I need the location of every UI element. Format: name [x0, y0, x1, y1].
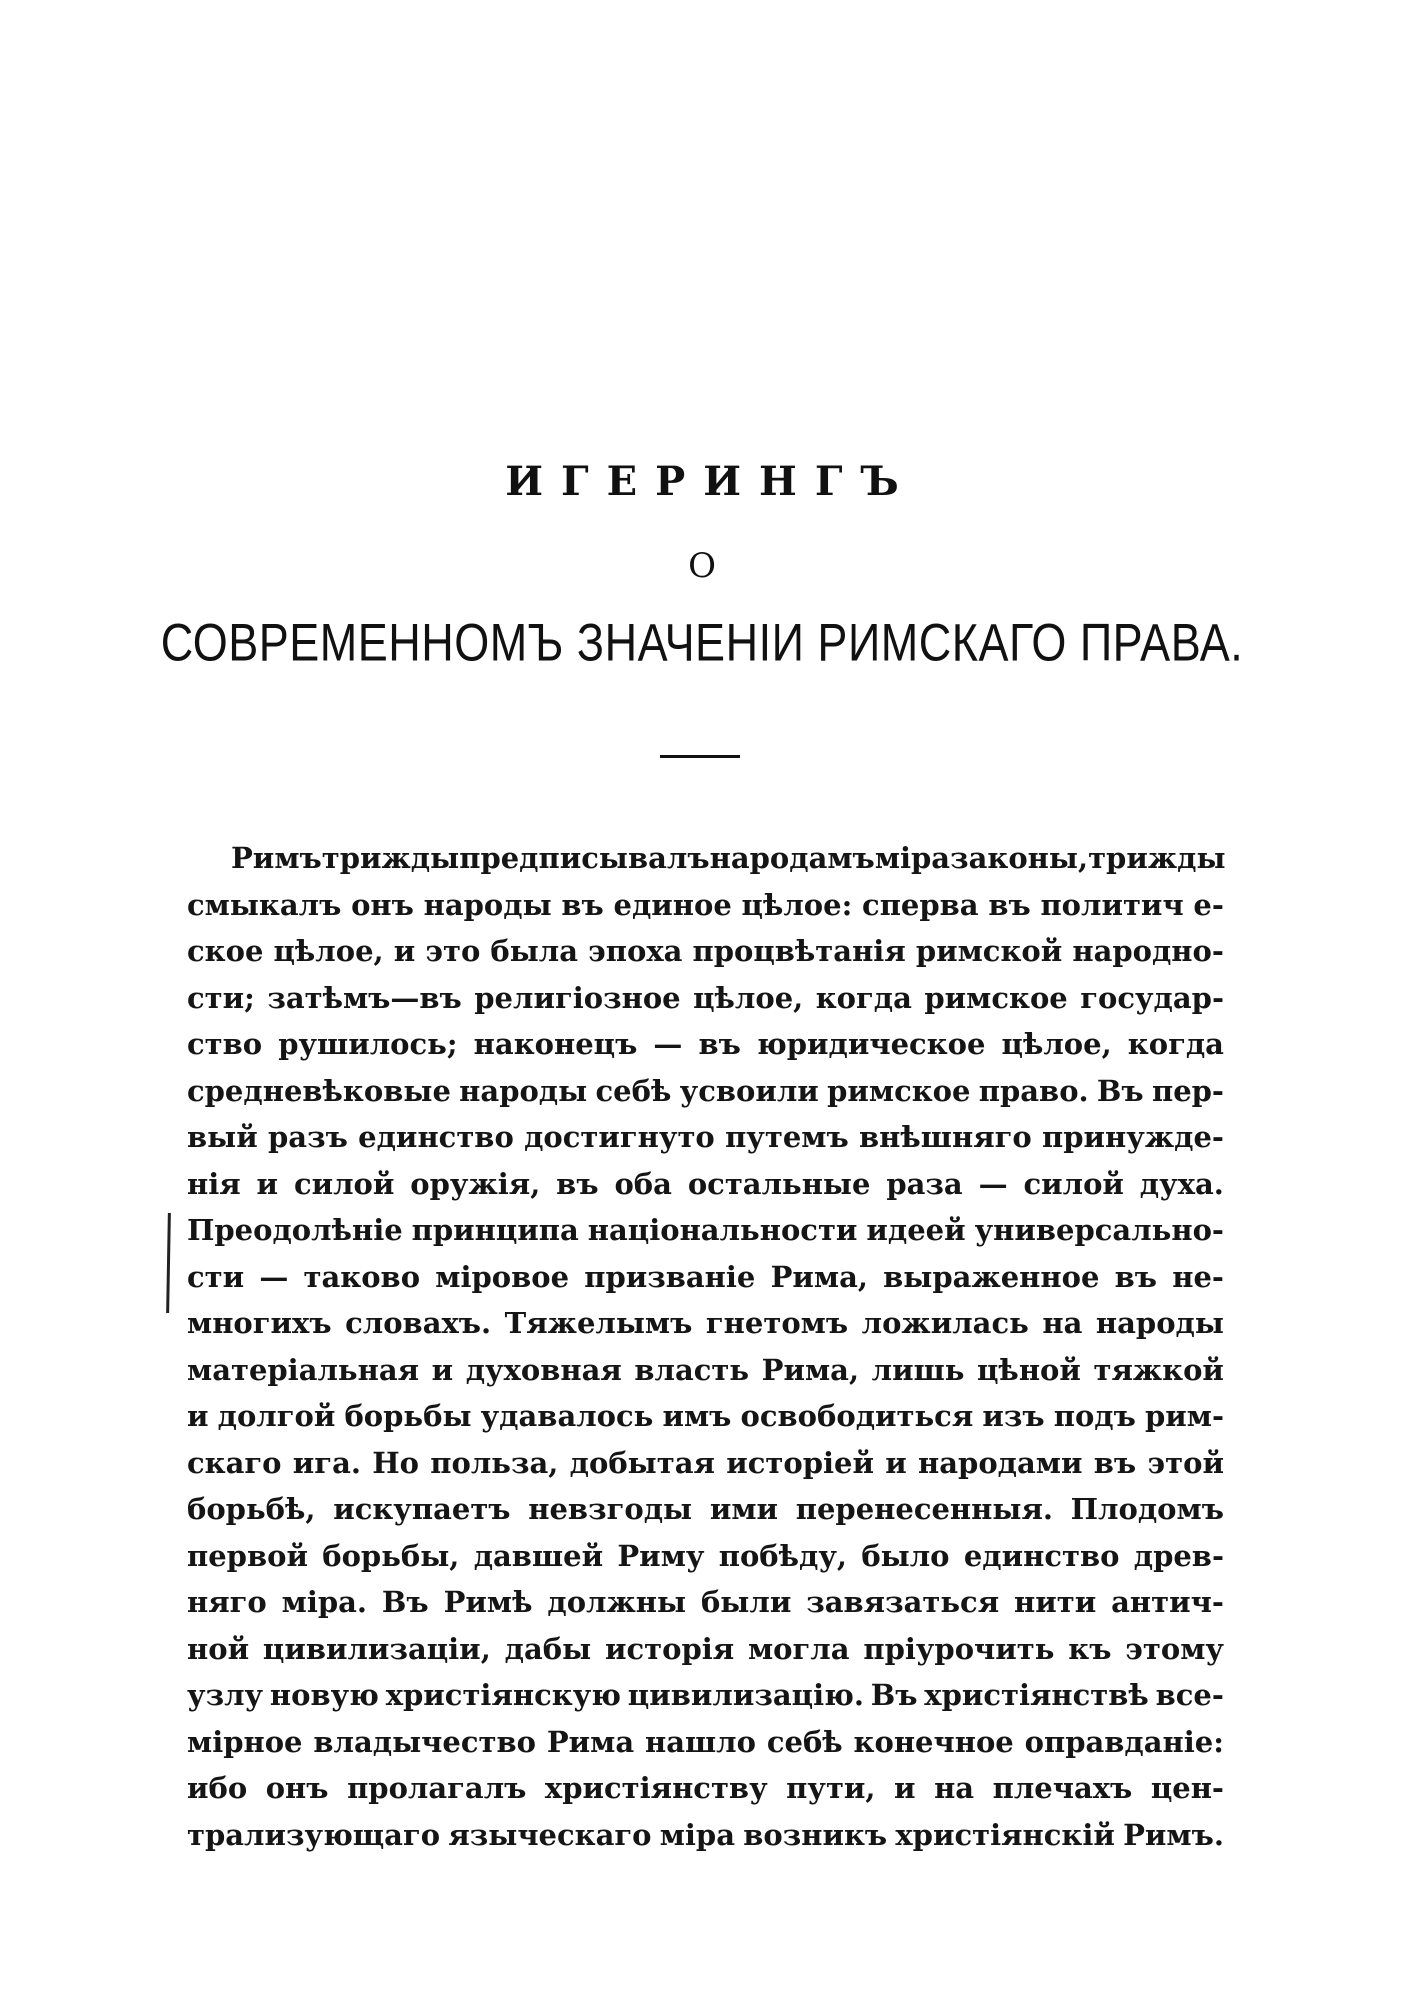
- word: Преодолѣніе: [187, 1213, 403, 1247]
- word: въ: [561, 887, 604, 922]
- word: рушилось;: [278, 1027, 458, 1061]
- text-line: [187, 835, 1224, 882]
- word: Въ: [381, 1585, 429, 1619]
- word: римское: [827, 1073, 971, 1108]
- word: польза,: [430, 1445, 559, 1480]
- word: мірное: [187, 1724, 303, 1759]
- word: имъ: [662, 1399, 732, 1433]
- word: въ: [698, 1027, 741, 1061]
- word: наконецъ: [473, 1027, 638, 1061]
- word: антич-: [1111, 1585, 1224, 1619]
- word: —: [259, 1259, 289, 1294]
- author-heading: ИГЕРИНГЪ: [505, 458, 917, 505]
- word: и: [187, 1399, 209, 1433]
- text-line: [187, 1533, 1224, 1580]
- word: оружія,: [410, 1166, 541, 1201]
- text-line: [187, 1579, 1224, 1626]
- word: этой: [1147, 1445, 1224, 1480]
- word: принципа: [411, 1213, 579, 1247]
- word: Въ: [1096, 1073, 1144, 1108]
- word: предписывалъ: [459, 841, 710, 875]
- text-line: [187, 1765, 1224, 1812]
- word: народамъ: [709, 841, 875, 875]
- word: принужде-: [1042, 1120, 1224, 1154]
- word: эпоха: [588, 934, 683, 968]
- word: пріурочить: [863, 1631, 1055, 1666]
- word: матеріальная: [187, 1352, 420, 1387]
- word: духа.: [1139, 1166, 1224, 1201]
- word: Римъ.: [1123, 1817, 1224, 1852]
- word: цивилизаціи,: [262, 1631, 491, 1666]
- text-line: [187, 1347, 1224, 1394]
- word: рим-: [1144, 1399, 1224, 1433]
- word: къ: [1068, 1631, 1112, 1666]
- word: путемъ: [725, 1120, 849, 1154]
- word: удавалось: [480, 1399, 654, 1433]
- word: невзгоды: [528, 1492, 693, 1526]
- word: и: [431, 1352, 454, 1387]
- word: ибо: [187, 1771, 248, 1805]
- word: пер-: [1151, 1073, 1224, 1108]
- word: исторія: [604, 1631, 735, 1666]
- word: политич: [1040, 887, 1184, 922]
- word: е-: [1193, 887, 1224, 922]
- word: міра: [874, 841, 951, 875]
- text-line: [187, 1626, 1224, 1673]
- word: завязаться: [806, 1585, 1000, 1619]
- word: была: [490, 934, 579, 968]
- word: таково: [303, 1259, 421, 1294]
- word: ига.: [292, 1445, 361, 1480]
- word: духовная: [465, 1352, 622, 1387]
- word: раза: [886, 1166, 963, 1201]
- word: все-: [1155, 1678, 1224, 1712]
- word: міра.: [281, 1585, 368, 1619]
- word: цѣлое,: [1001, 1027, 1112, 1061]
- word: ство: [187, 1027, 263, 1061]
- word: ими: [709, 1492, 779, 1526]
- word: затѣмъ—въ: [267, 980, 462, 1015]
- word: —: [978, 1166, 1008, 1201]
- word: народами: [918, 1445, 1083, 1480]
- word: народы: [459, 1073, 588, 1108]
- word: Риму: [617, 1538, 705, 1573]
- text-line: [187, 1207, 1224, 1254]
- word: единое: [613, 887, 732, 922]
- text-line: [187, 1161, 1224, 1208]
- word: себѣ: [595, 1073, 672, 1108]
- text-line: [187, 1254, 1224, 1301]
- word: христіянскій: [895, 1817, 1115, 1852]
- word: трализующаго: [187, 1817, 441, 1852]
- word: на: [1042, 1306, 1083, 1340]
- word: няго: [187, 1585, 267, 1619]
- margin-pencil-mark: [166, 1213, 171, 1313]
- text-line: [187, 1486, 1224, 1533]
- word: сти;: [187, 980, 255, 1015]
- word: подъ: [1053, 1399, 1136, 1433]
- word: освободиться: [740, 1399, 974, 1433]
- word: были: [700, 1585, 792, 1619]
- word: на: [934, 1771, 975, 1805]
- word: Римѣ: [443, 1585, 533, 1619]
- word: ной: [187, 1631, 250, 1666]
- text-line: [187, 928, 1224, 975]
- word: борьбы: [344, 1399, 472, 1433]
- word: внѣшняго: [859, 1120, 1032, 1154]
- word: силой: [293, 1166, 395, 1201]
- word: выраженное: [883, 1259, 1100, 1294]
- word: ское: [187, 934, 264, 968]
- word: первой: [187, 1538, 308, 1573]
- word: Но: [372, 1445, 419, 1480]
- word: пути,: [786, 1771, 876, 1805]
- word: гнетомъ: [705, 1306, 849, 1340]
- word: міра: [659, 1817, 735, 1852]
- word: дабы: [504, 1631, 592, 1666]
- word: нія: [187, 1166, 241, 1201]
- word: Тяжелымъ: [504, 1306, 693, 1340]
- word: средневѣковые: [187, 1073, 451, 1108]
- word: процвѣтанія: [692, 934, 906, 968]
- title-divider-rule: [660, 755, 740, 758]
- word: когда: [1127, 1027, 1224, 1061]
- word: этому: [1125, 1631, 1224, 1666]
- word: народы: [1095, 1306, 1224, 1340]
- word: цѣлое,: [693, 980, 804, 1015]
- word: языческаго: [448, 1817, 652, 1852]
- chapter-title: СОВРЕМЕННОМЪ ЗНАЧЕНІИ РИМСКАГО ПРАВА.: [160, 612, 1244, 673]
- word: лишь: [871, 1352, 965, 1387]
- word: государ-: [1080, 980, 1224, 1015]
- word: Римъ: [231, 841, 322, 875]
- word: остальные: [687, 1166, 871, 1201]
- word: цивилизацію.: [627, 1678, 864, 1712]
- text-line: [187, 882, 1224, 929]
- body-paragraph: [187, 835, 1224, 1858]
- word: плечахъ: [992, 1771, 1133, 1805]
- word: изъ: [982, 1399, 1045, 1433]
- word: новую: [269, 1678, 379, 1712]
- word: Рима,: [770, 1259, 868, 1294]
- word: религіозное: [474, 980, 681, 1015]
- word: нити: [1014, 1585, 1097, 1619]
- word: себѣ: [766, 1724, 843, 1759]
- word: законы,: [950, 841, 1089, 875]
- word: это: [425, 934, 481, 968]
- word: универсально-: [974, 1213, 1224, 1247]
- word: въ: [1093, 1445, 1137, 1480]
- text-line: [187, 1672, 1224, 1719]
- word: было: [861, 1538, 950, 1573]
- text-line: [187, 1114, 1224, 1161]
- word: словахъ.: [345, 1306, 492, 1340]
- word: народно-: [1072, 934, 1224, 968]
- word: національности: [587, 1213, 858, 1247]
- word: онъ: [351, 887, 414, 922]
- word: тяжкой: [1093, 1352, 1224, 1387]
- word: перенесенныя.: [795, 1492, 1053, 1526]
- word: конечное: [853, 1724, 1014, 1759]
- word: единство: [358, 1120, 514, 1154]
- word: юридическое: [757, 1027, 986, 1061]
- text-line: [187, 1068, 1224, 1115]
- word: возникъ: [743, 1817, 888, 1852]
- word: могла: [747, 1631, 850, 1666]
- word: римской: [915, 934, 1063, 968]
- word: Въ: [870, 1678, 918, 1712]
- text-line: [187, 1393, 1224, 1440]
- word: призваніе: [584, 1259, 756, 1294]
- text-line: [187, 1440, 1224, 1487]
- text-line: [187, 975, 1224, 1022]
- word: въ: [988, 887, 1031, 922]
- word: силой: [1023, 1166, 1124, 1201]
- word: и: [885, 1445, 907, 1480]
- word: усвоили: [679, 1073, 819, 1108]
- word: узлу: [187, 1678, 264, 1712]
- word: и: [256, 1166, 279, 1201]
- word: цѣлое,: [273, 934, 384, 968]
- word: онъ: [265, 1771, 329, 1805]
- word: въ: [1114, 1259, 1158, 1294]
- word: христіянскую: [385, 1678, 621, 1712]
- word: цен-: [1150, 1771, 1224, 1805]
- word: цѣной: [977, 1352, 1081, 1387]
- word: и: [894, 1771, 916, 1805]
- word: идеей: [866, 1213, 966, 1247]
- word: смыкалъ: [187, 887, 342, 922]
- word: давшей: [473, 1538, 604, 1573]
- word: древ-: [1133, 1538, 1224, 1573]
- word: цѣлое:: [741, 887, 853, 922]
- text-line: [187, 1812, 1224, 1859]
- word: добытая: [569, 1445, 715, 1480]
- title-conjunction: О: [688, 546, 716, 586]
- word: пролагалъ: [347, 1771, 527, 1805]
- word: разъ: [268, 1120, 348, 1154]
- word: побѣду,: [718, 1538, 848, 1573]
- word: Рима,: [761, 1352, 860, 1387]
- word: Рима: [546, 1724, 635, 1759]
- text-line: [187, 1300, 1224, 1347]
- word: исторіей: [726, 1445, 874, 1480]
- word: и: [393, 934, 416, 968]
- word: оба: [614, 1166, 672, 1201]
- word: долгой: [217, 1399, 336, 1433]
- word: нашло: [645, 1724, 756, 1759]
- word: въ: [556, 1166, 599, 1201]
- word: не-: [1172, 1259, 1224, 1294]
- word: многихъ: [187, 1306, 332, 1340]
- word: когда: [815, 980, 912, 1015]
- word: сти: [187, 1259, 245, 1294]
- word: достигнуто: [524, 1120, 715, 1154]
- word: право.: [978, 1073, 1089, 1108]
- word: трижды: [1088, 841, 1226, 875]
- word: трижды: [321, 841, 460, 875]
- word: искупаетъ: [333, 1492, 511, 1526]
- word: владычество: [313, 1724, 536, 1759]
- word: борьбы,: [322, 1538, 460, 1573]
- word: оправданіе:: [1024, 1724, 1224, 1759]
- word: скаго: [187, 1445, 282, 1480]
- word: міровое: [435, 1259, 570, 1294]
- word: власть: [634, 1352, 750, 1387]
- word: —: [653, 1027, 683, 1061]
- word: сперва: [862, 887, 979, 922]
- text-line: [187, 1719, 1224, 1766]
- word: должны: [547, 1585, 687, 1619]
- word: единство: [963, 1538, 1120, 1573]
- word: христіянству: [544, 1771, 768, 1805]
- word: народы: [423, 887, 552, 922]
- word: ложилась: [861, 1306, 1029, 1340]
- word: борьбѣ,: [187, 1492, 316, 1526]
- word: вый: [187, 1120, 258, 1154]
- word: римское: [924, 980, 1068, 1015]
- word: Плодомъ: [1070, 1492, 1224, 1526]
- word: христіянствѣ: [924, 1678, 1149, 1712]
- text-line: [187, 1021, 1224, 1068]
